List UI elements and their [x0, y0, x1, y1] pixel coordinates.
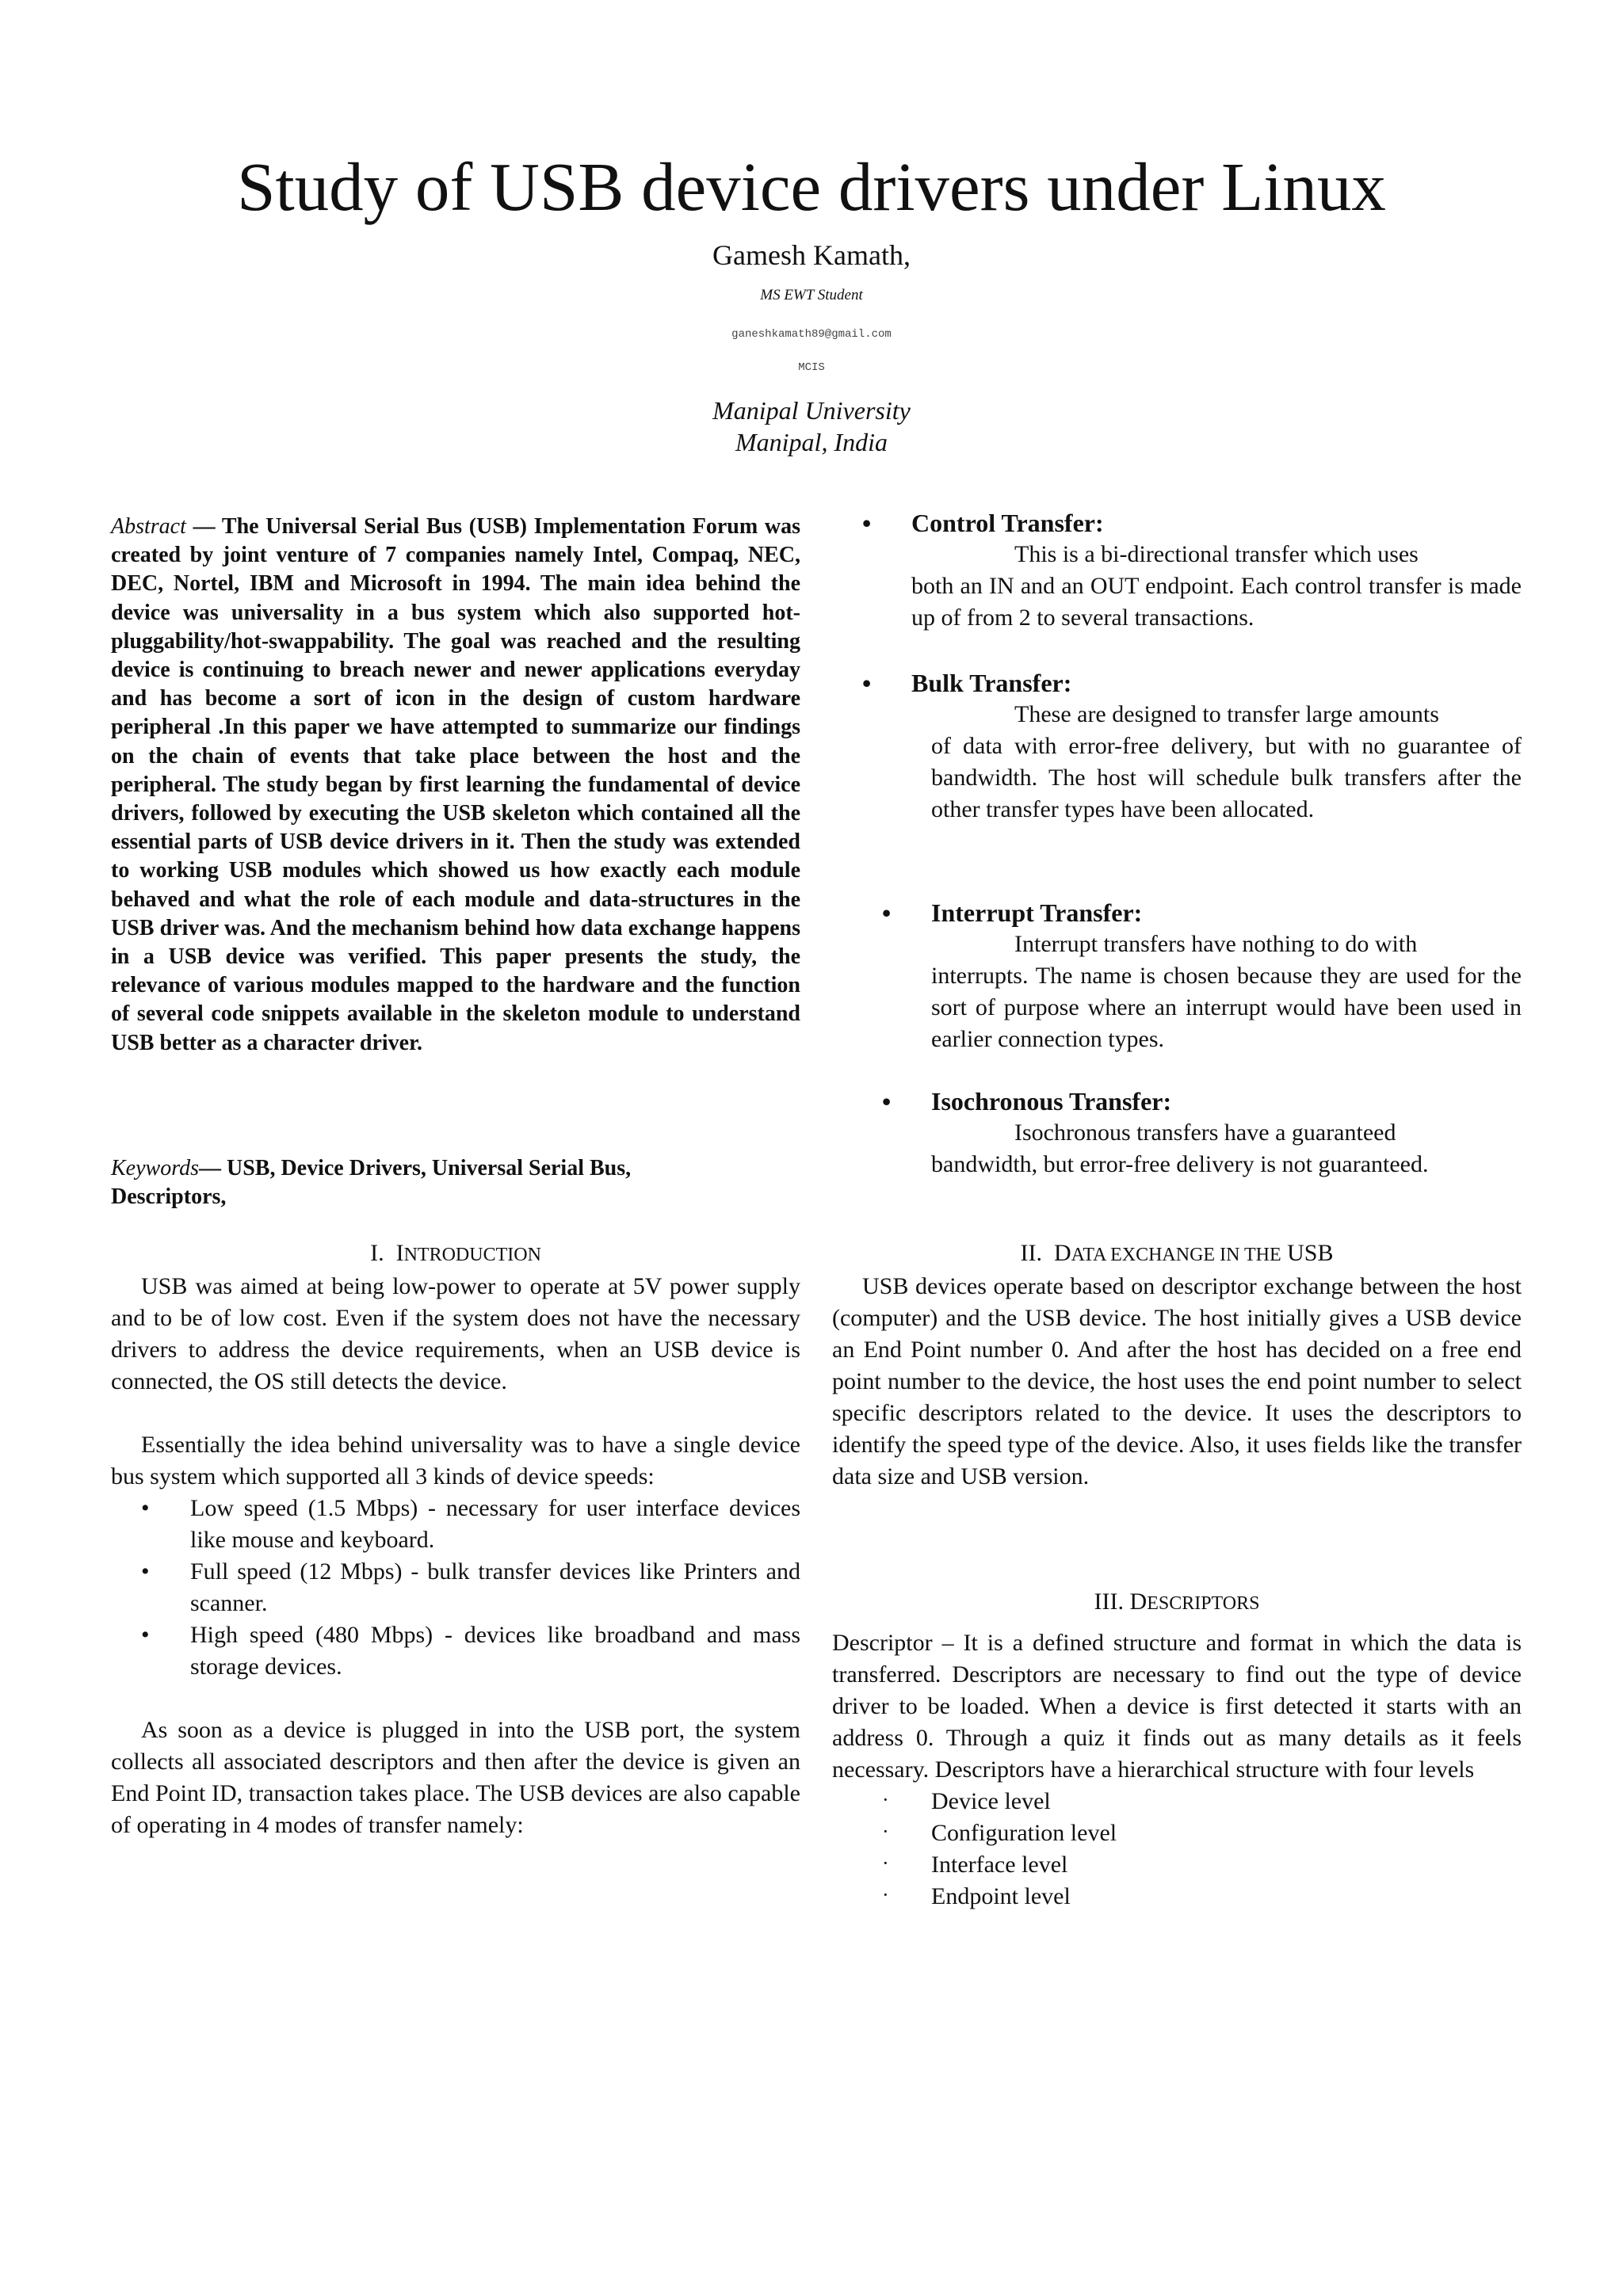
author-role: MS EWT Student: [760, 287, 863, 303]
section-number: II.: [1020, 1240, 1042, 1266]
level-text: Device level: [931, 1788, 1051, 1814]
transfer-description: [832, 1117, 1522, 1180]
transfer-isochronous: [832, 1085, 1522, 1180]
section-title-initial: I: [395, 1240, 404, 1266]
transfer-desc-rest: interrupts. The name is chosen because they are used for the sort of purpose where an interrupt would have been used in earlier connection types.: [931, 963, 1522, 1052]
list-item: [832, 1786, 1522, 1817]
affiliation: [0, 395, 1623, 458]
section-heading: [832, 1238, 1522, 1271]
section-number: III.: [1094, 1589, 1125, 1615]
abstract-text: The Universal Serial Bus (USB) Implementation Forum was created by joint venture of 7 companies namely Intel, Compaq, NEC, DEC, Nortel, IBM and Microsoft in 1994. The main idea behind the device was universality in a bus system which also supported hot-pluggability/hot-swappability. The goal was reached and the resulting device is continuing to breach newer and newer applications everyday and has become a sort of icon in the design of custom hardware peripheral .In this paper we have attempted to summarize our findings on the chain of events that take place between the host and the peripheral. The study began by first learning the fundamental of device drivers, followed by executing the USB skeleton which contained all the essential parts of USB device drivers in it. Then the study was extended to working USB modules which showed us how exactly each module behaved and what the role of each module and data-structures in the USB driver was. And the mechanism behind how data exchange happens in a USB device was verified. This paper presents the study, the relevance of various modules mapped to the hardware and the function of several code snippets available in the skeleton module to understand USB better as a character driver.: [111, 514, 801, 1055]
data-exchange-paragraph: USB devices operate based on descriptor exchange between the host (computer) and the USB device. The host initially gives a USB device an End Point number 0. And after the host has decided on a free end point number to the device, the host uses the end point number to select specific descriptors related to the device. It uses the descriptors to identify the speed type of the device. Also, it uses fields like the transfer data size and USB version.: [832, 1273, 1522, 1489]
transfer-desc-first: Interrupt transfers have nothing to do with: [1014, 931, 1418, 957]
keywords-line1: USB, Device Drivers, Universal Serial Bus,: [226, 1156, 632, 1180]
keywords-label: Keywords: [111, 1156, 199, 1180]
bullet-icon: •: [882, 898, 892, 927]
bullet-icon: •: [141, 1495, 150, 1521]
descriptor-levels-list: [832, 1786, 1522, 1913]
affiliation-university: Manipal University: [712, 396, 911, 425]
bullet-icon: ·: [882, 1883, 889, 1906]
speed-text: Full speed (12 Mbps) - bulk transfer devices like Printers and scanner.: [190, 1558, 800, 1616]
section-title-rest: ATA EXCHANGE IN THE: [1071, 1245, 1281, 1265]
list-item: [111, 1493, 800, 1556]
section-descriptors: [832, 1586, 1522, 1913]
keywords-dash: —: [198, 1156, 221, 1180]
abstract-dash: —: [193, 514, 216, 539]
transfer-interrupt: [832, 897, 1522, 1055]
intro-paragraph-3: As soon as a device is plugged in into the USB port, the system collects all associated descriptors and then after the device is given an End Point ID, transaction takes place. The USB devices are also capable of operating in 4 modes of transfer namely:: [111, 1717, 800, 1838]
section-heading: [832, 1586, 1522, 1619]
transfer-description: [832, 699, 1522, 826]
intro-paragraph-1: USB was aimed at being low-power to operate at 5V power supply and to be of low cost. Even if the system does not have the necessary drivers to address the device requirements, when an USB device is connected, the OS still detects the device.: [111, 1273, 800, 1394]
section-title-usb: USB: [1287, 1240, 1334, 1266]
bullet-icon: •: [141, 1558, 150, 1585]
transfer-heading: [832, 507, 1522, 539]
author-department: MCIS: [798, 361, 825, 374]
transfer-desc-rest: bandwidth, but error-free delivery is not guaranteed.: [931, 1151, 1429, 1177]
list-item: [111, 1619, 800, 1683]
transfer-desc-rest: of data with error-free delivery, but with no guarantee of bandwidth. The host will schedule bulk transfers after the other transfer types have been allocated.: [931, 733, 1522, 822]
transfer-name: Isochronous Transfer:: [931, 1087, 1172, 1116]
affiliation-location: Manipal, India: [735, 428, 888, 456]
abstract: [111, 513, 800, 1058]
transfer-name: Bulk Transfer:: [911, 669, 1072, 697]
list-item: [111, 1556, 800, 1619]
section-title-rest: ESCRIPTORS: [1147, 1593, 1260, 1614]
section-title-rest: NTRODUCTION: [403, 1245, 541, 1265]
transfer-heading: [832, 1085, 1522, 1117]
list-item: [832, 1849, 1522, 1881]
keywords-line2: Descriptors,: [111, 1184, 227, 1209]
descriptors-paragraph: Descriptor – It is a defined structure and format in which the data is transferred. Descriptors are necessary to find out the type of device driver to be loaded. When a device is first detected it starts with an address 0. Through a quiz it finds out as many details as it feels necessary. Descriptors have a hierarchical structure with four levels: [832, 1630, 1522, 1783]
transfer-desc-first: These are designed to transfer large amounts: [1014, 701, 1439, 727]
speed-text: Low speed (1.5 Mbps) - necessary for user interface devices like mouse and keyboard.: [190, 1495, 800, 1553]
transfer-name: Control Transfer:: [911, 509, 1104, 537]
transfer-desc-rest: both an IN and an OUT endpoint. Each control transfer is made up of from 2 to several transactions.: [911, 573, 1522, 631]
list-item: [832, 1817, 1522, 1849]
bullet-icon: •: [862, 669, 872, 697]
level-text: Endpoint level: [931, 1883, 1071, 1909]
bullet-icon: ·: [882, 1852, 889, 1875]
transfer-desc-first: Isochronous transfers have a guaranteed: [1014, 1119, 1396, 1146]
section-introduction: [111, 1238, 800, 1841]
transfer-control: [832, 507, 1522, 634]
bullet-icon: ·: [882, 1820, 889, 1843]
transfer-bulk: [832, 667, 1522, 826]
section-data-exchange: [832, 1238, 1522, 1493]
section-heading: [111, 1238, 800, 1271]
level-text: Configuration level: [931, 1820, 1117, 1846]
bullet-icon: •: [882, 1087, 892, 1116]
speed-text: High speed (480 Mbps) - devices like broadband and mass storage devices.: [190, 1622, 800, 1680]
keywords: [111, 1154, 800, 1211]
bullet-icon: ·: [882, 1788, 889, 1811]
author-name: Gamesh Kamath,: [712, 239, 911, 271]
transfer-heading: [832, 667, 1522, 699]
paper-title: Study of USB device drivers under Linux: [237, 148, 1386, 225]
speed-list: [111, 1493, 800, 1683]
intro-paragraph-2: Essentially the idea behind universality was to have a single device bus system which supported all 3 kinds of device speeds:: [111, 1432, 800, 1489]
author-email: ganeshkamath89@gmail.com: [731, 328, 892, 341]
list-item: [832, 1881, 1522, 1913]
section-number: I.: [370, 1240, 384, 1266]
section-title-initial: D: [1054, 1240, 1071, 1266]
transfer-name: Interrupt Transfer:: [931, 898, 1143, 927]
transfer-description: [832, 929, 1522, 1055]
level-text: Interface level: [931, 1852, 1068, 1878]
bullet-icon: •: [141, 1622, 150, 1648]
abstract-label: Abstract: [111, 514, 186, 539]
bullet-icon: •: [862, 509, 872, 537]
transfer-description: [832, 539, 1522, 634]
section-title-initial: D: [1129, 1589, 1148, 1615]
transfer-desc-first: This is a bi-directional transfer which uses: [1014, 541, 1419, 567]
transfer-heading: [832, 897, 1522, 929]
